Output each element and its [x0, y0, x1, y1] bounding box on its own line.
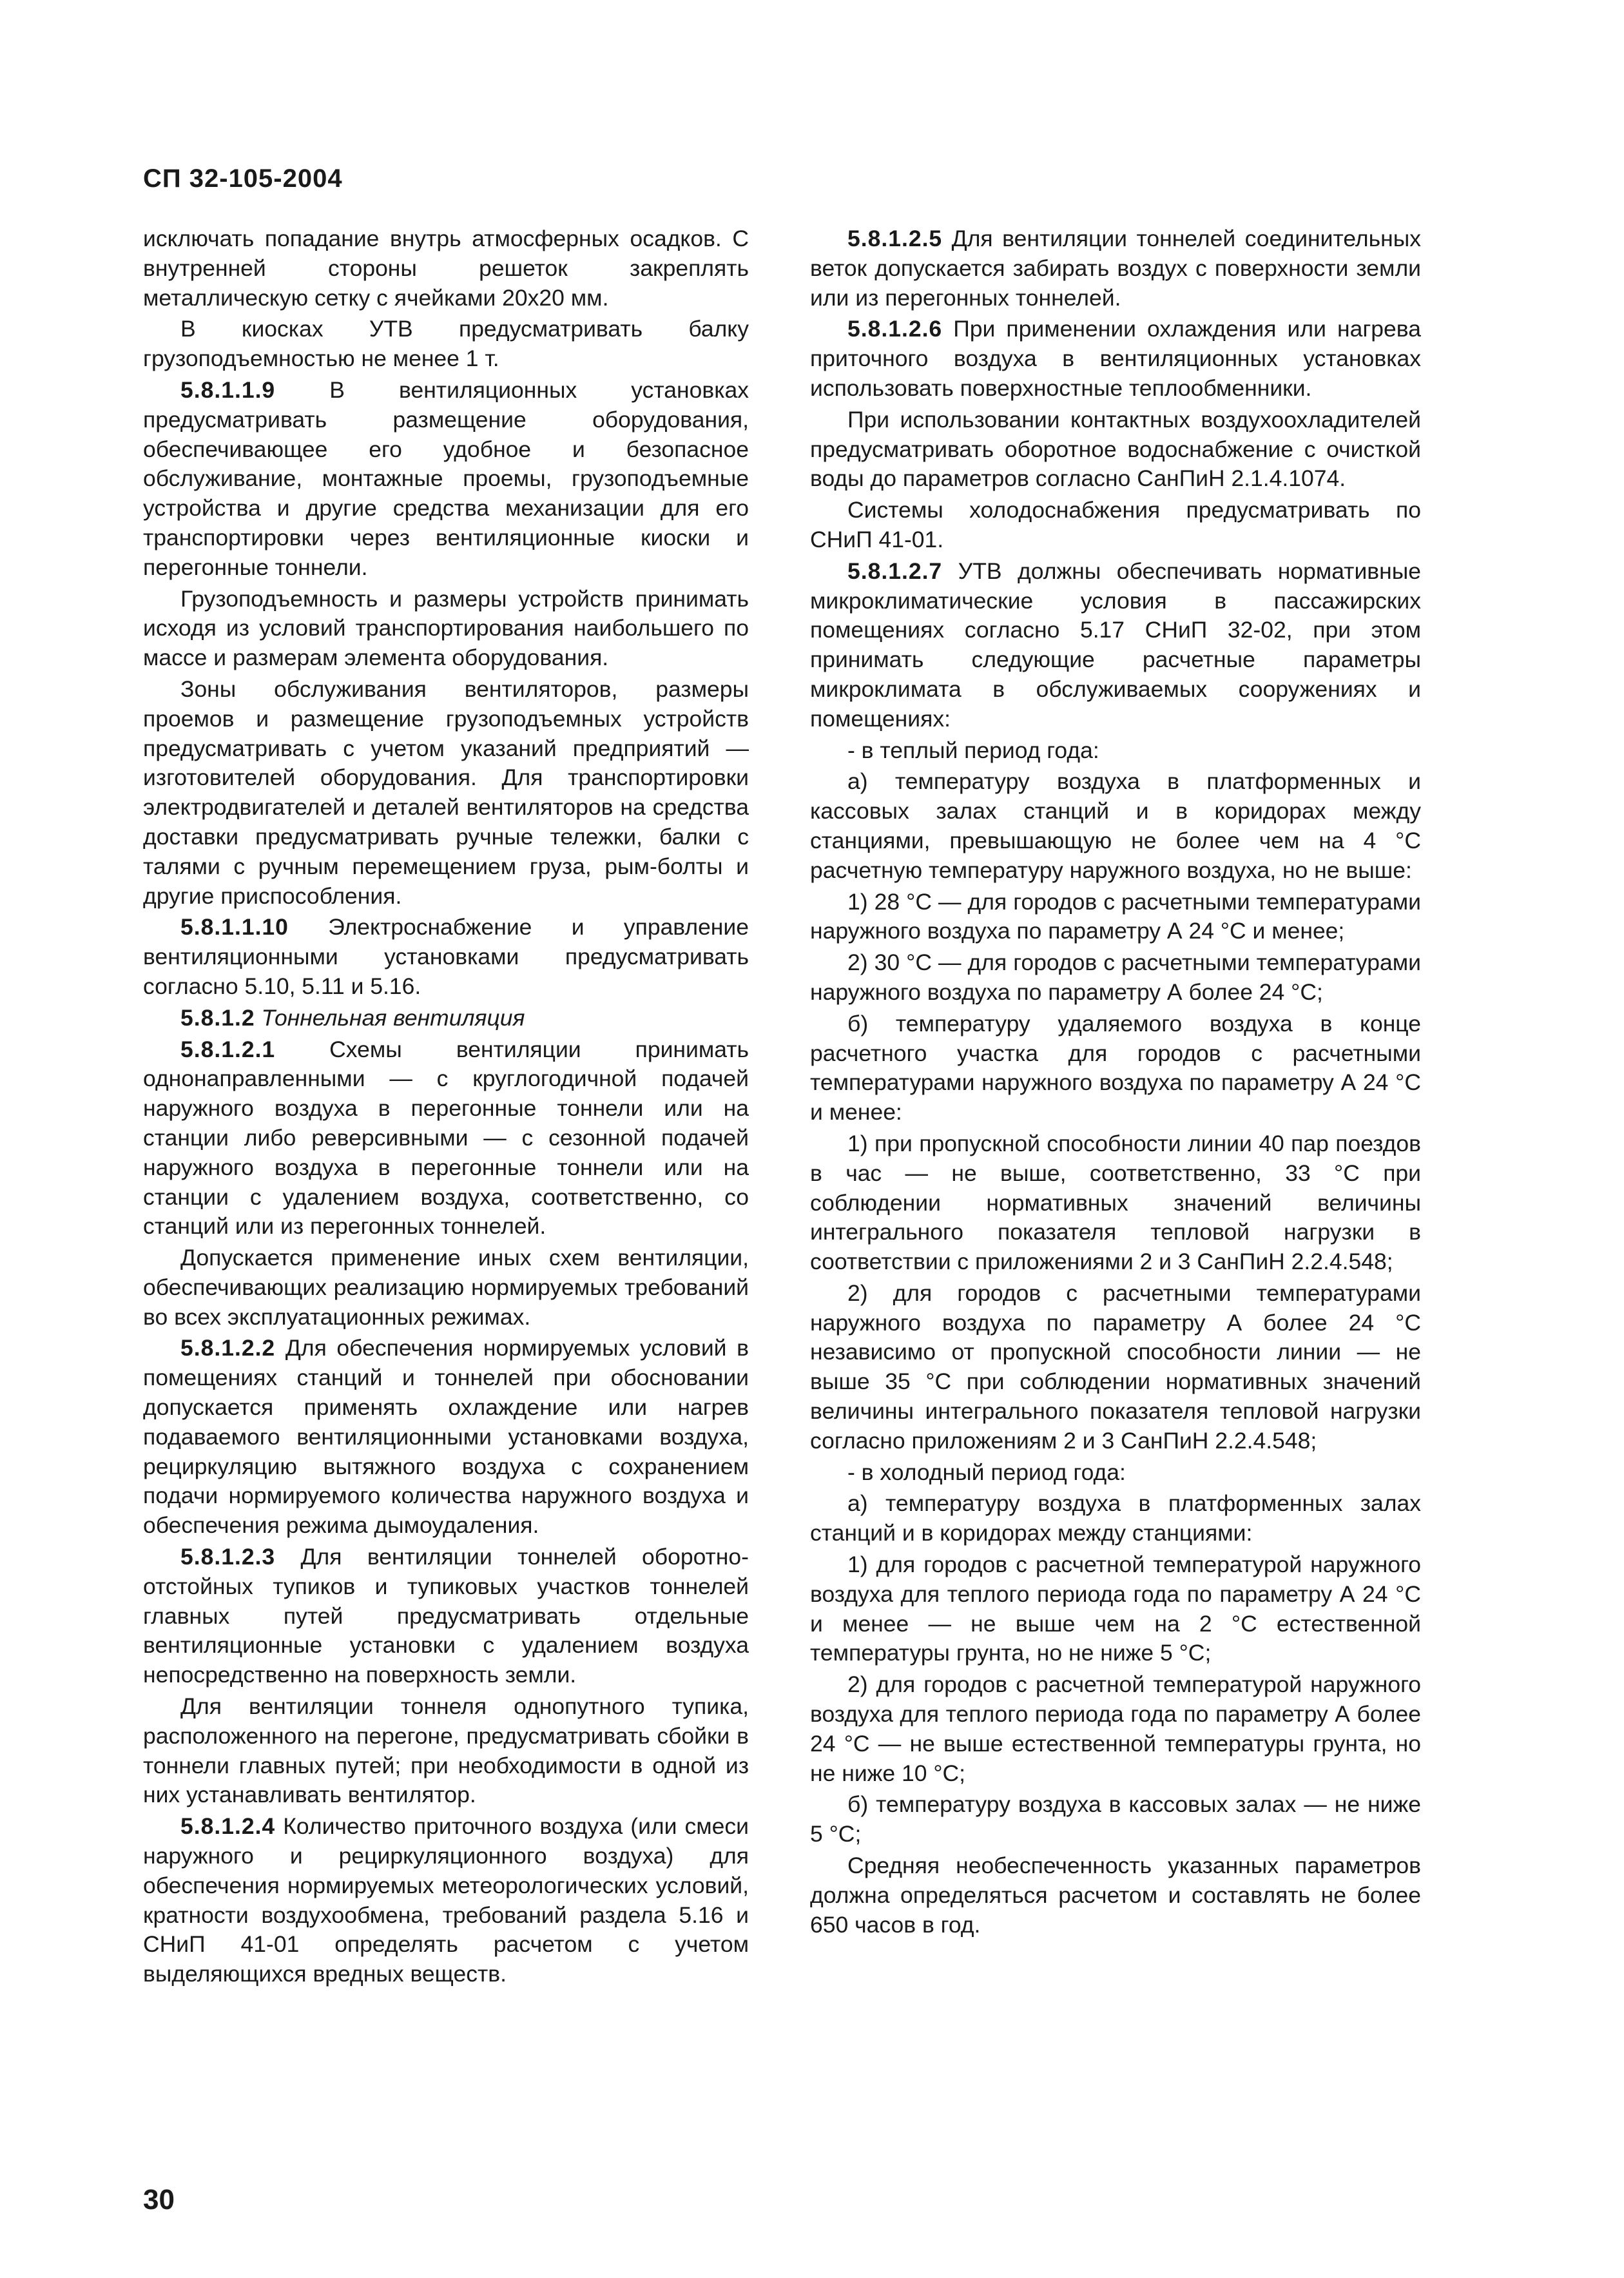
paragraph [810, 1670, 1421, 1788]
paragraph [143, 675, 749, 911]
paragraph-text: УТВ должны обеспечивать нормативные микроклиматические условия в пассажирских помещениях согласно 5.17 СНиП 32-02, при этом принимать следующие расчетные параметры микроклимата в обслуживаемых сооружениях и помещениях: [810, 558, 1421, 732]
paragraph-text: 2) для городов с расчетной температурой наружного воздуха для теплого периода года по параметру А более 24 °С — не выше естественной температуры грунта, но не ниже 10 °С; [810, 1671, 1421, 1786]
paragraph [810, 1790, 1421, 1849]
paragraph [143, 585, 749, 673]
paragraph [143, 1243, 749, 1332]
right-text-column [810, 224, 1421, 1942]
paragraph [810, 1458, 1421, 1488]
clause-number: 5.8.1.2.1 [180, 1036, 276, 1062]
paragraph [143, 315, 749, 374]
clause-number: 5.8.1.2.4 [180, 1813, 276, 1840]
clause-number: 5.8.1.2.6 [847, 316, 943, 342]
clause-number: 5.8.1.2.2 [180, 1335, 276, 1361]
paragraph-text: 2) 30 °С — для городов с расчетными температурами наружного воздуха по параметру А более 24 °С; [810, 949, 1421, 1005]
numbered-clause [143, 913, 749, 1001]
numbered-clause [143, 1004, 749, 1033]
paragraph-text: Грузоподъемность и размеры устройств принимать исходя из условий транспортирования наибольшего по массе и размерам элемента оборудования. [143, 585, 749, 671]
paragraph-text: При использовании контактных воздухоохладителей предусматривать оборотное водоснабжение с очисткой воды до параметров согласно СанПиН 2.1.4.1074. [810, 406, 1421, 492]
paragraph-text: Для вентиляции тоннелей оборотно-отстойных тупиков и тупиковых участков тоннелей главных путей предусматривать отдельные вентиляционные установки с удалением воздуха непосредственно на поверхность земли. [143, 1544, 749, 1688]
numbered-clause [143, 1035, 749, 1242]
numbered-clause [810, 224, 1421, 313]
paragraph [810, 736, 1421, 766]
left-text-column [143, 224, 749, 1991]
paragraph-text: а) температуру воздуха в платформенных и кассовых залах станций и в коридорах между станциями, превышающую не более чем на 4 °С расчетную температуру наружного воздуха, но не выше: [810, 768, 1421, 883]
paragraph-text: а) температуру воздуха в платформенных залах станций и в коридорах между станциями: [810, 1490, 1421, 1546]
page-number: 30 [143, 2184, 175, 2215]
paragraph-text: Допускается применение иных схем вентиляции, обеспечивающих реализацию нормируемых требований во всех эксплуатационных режимах. [143, 1245, 749, 1330]
paragraph-text: б) температуру удаляемого воздуха в конце расчетного участка для городов с расчетными температурами наружного воздуха по параметру А 24 °С и менее: [810, 1010, 1421, 1125]
paragraph [810, 1009, 1421, 1127]
paragraph-text: б) температуру воздуха в кассовых залах — не ниже 5 °С; [810, 1791, 1421, 1847]
paragraph-text: 1) для городов с расчетной температурой наружного воздуха для теплого периода года по параметру А 24 °С и менее — не выше чем на 2 °С естественной температуры грунта, но не ниже 5 °С; [810, 1552, 1421, 1666]
paragraph-text: Средняя необеспеченность указанных параметров должна определяться расчетом и составлять не более 650 часов в год. [810, 1853, 1421, 1938]
section-title: Тоннельная вентиляция [261, 1004, 525, 1031]
paragraph-text: Системы холодоснабжения предусматривать по СНиП 41-01. [810, 497, 1421, 552]
paragraph [810, 1279, 1421, 1456]
paragraph-text: - в теплый период года: [847, 737, 1099, 763]
paragraph [810, 496, 1421, 555]
numbered-clause [143, 1334, 749, 1541]
paragraph [143, 1692, 749, 1810]
paragraph-text: В вентиляционных установках предусматривать размещение оборудования, обеспечивающее его удобное и безопасное обслуживание, монтажные проемы, грузоподъемные устройства и другие средства механизации для его транспортировки через вентиляционные киоски и перегонные тоннели. [143, 376, 749, 580]
numbered-clause [143, 1812, 749, 1989]
paragraph-text: Схемы вентиляции принимать однонаправленными — с круглогодичной подачей наружного воздуха в перегонные тоннели или на станции либо реверсивными — с сезонной подачей наружного воздуха в перегонные тоннели или на станции с удалением воздуха, соответственно, со станций или из перегонных тоннелей. [143, 1036, 749, 1240]
clause-number: 5.8.1.2 [180, 1004, 255, 1031]
paragraph [810, 405, 1421, 494]
clause-number: 5.8.1.2.3 [180, 1544, 276, 1570]
paragraph [810, 1129, 1421, 1277]
paragraph-text: Зоны обслуживания вентиляторов, размеры проемов и размещение грузоподъемных устройств предусматривать с учетом указаний предприятий — изготовителей оборудования. Для транспортировки электродвигателей и деталей вентиляторов на средства доставки предусматривать ручные тележки, балки с талями с ручным перемещением груза, рым-болты и другие приспособления. [143, 676, 749, 909]
clause-number: 5.8.1.2.5 [847, 226, 943, 251]
paragraph [143, 224, 749, 313]
document-code-header: СП 32-105-2004 [143, 164, 343, 193]
clause-number: 5.8.1.1.9 [180, 376, 276, 403]
paragraph [810, 948, 1421, 1008]
clause-number: 5.8.1.2.7 [847, 558, 943, 584]
paragraph-text: Для вентиляции тоннеля однопутного тупика, расположенного на перегоне, предусматривать сбойки в тоннели главных путей; при необходимости в одной из них устанавливать вентилятор. [143, 1693, 749, 1808]
paragraph [810, 1489, 1421, 1548]
paragraph-text: Количество приточного воздуха (или смеси наружного и рециркуляционного воздуха) для обеспечения нормируемых метеорологических условий, кратности воздухообмена, требований раздела 5.16 и СНиП 41-01 определять расчетом с учетом выделяющихся вредных веществ. [143, 1813, 749, 1987]
paragraph-text: 1) 28 °С — для городов с расчетными температурами наружного воздуха по параметру А 24 °С и менее; [810, 888, 1421, 944]
paragraph [810, 767, 1421, 885]
paragraph-text: 2) для городов с расчетными температурами наружного воздуха по параметру А более 24 °С независимо от пропускной способности линии — не выше 35 °С при соблюдении нормативных значений величины интегрального показателя тепловой нагрузки согласно приложениям 2 и 3 СанПиН 2.2.4.548; [810, 1280, 1421, 1454]
numbered-clause [143, 376, 749, 583]
paragraph-text: При применении охлаждения или нагрева приточного воздуха в вентиляционных установках использовать поверхностные теплообменники. [810, 316, 1421, 401]
paragraph-text: Для вентиляции тоннелей соединительных веток допускается забирать воздух с поверхности земли или из перегонных тоннелей. [810, 226, 1421, 311]
paragraph-text: В киосках УТВ предусматривать балку грузоподъемностью не менее 1 т. [143, 316, 749, 372]
paragraph-text: Для обеспечения нормируемых условий в помещениях станций и тоннелей при обосновании допускается применять охлаждение или нагрев подаваемого вентиляционными установками воздуха, рециркуляцию вытяжного воздуха с сохранением подачи нормируемого количества наружного воздуха и обеспечения режима дымоудаления. [143, 1335, 749, 1539]
paragraph [810, 888, 1421, 947]
clause-number: 5.8.1.1.10 [180, 914, 289, 940]
numbered-clause [810, 557, 1421, 734]
paragraph-text: - в холодный период года: [847, 1459, 1126, 1485]
paragraph-text: исключать попадание внутрь атмосферных осадков. С внутренней стороны решеток закреплять металлическую сетку с ячейками 20x20 мм. [143, 226, 749, 311]
paragraph [810, 1550, 1421, 1668]
paragraph-text: Электроснабжение и управление вентиляционными установками предусматривать согласно 5.10, 5.11 и 5.16. [143, 914, 749, 999]
numbered-clause [143, 1543, 749, 1690]
numbered-clause [810, 315, 1421, 403]
paragraph [810, 1851, 1421, 1940]
paragraph-text: 1) при пропускной способности линии 40 пар поездов в час — не выше, соответственно, 33 °С при соблюдении нормативных значений величины интегрального показателя тепловой нагрузки в соответствии с приложениями 2 и 3 СанПиН 2.2.4.548; [810, 1130, 1421, 1275]
